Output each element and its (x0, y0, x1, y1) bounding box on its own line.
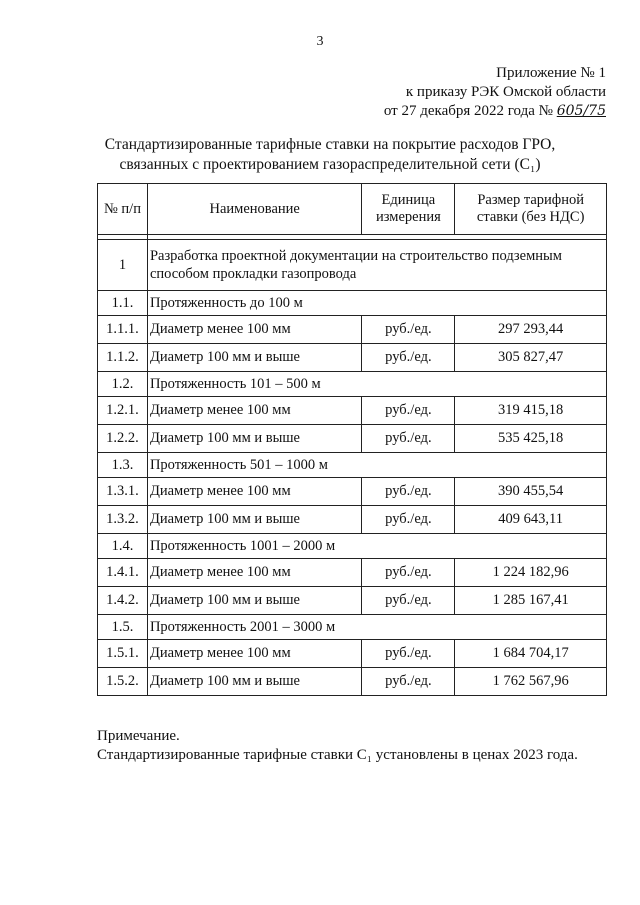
item-rate: 319 415,18 (455, 397, 607, 425)
item-num: 1.3.2. (98, 506, 148, 534)
item-rate: 535 425,18 (455, 425, 607, 453)
group-row (98, 453, 607, 478)
item-rate: 1 285 167,41 (455, 587, 607, 615)
item-rate: 1 224 182,96 (455, 559, 607, 587)
note-block (97, 727, 578, 765)
item-num: 1.1.2. (98, 344, 148, 372)
group-row (98, 291, 607, 316)
item-unit: руб./ед. (362, 397, 455, 425)
table-row (98, 425, 607, 453)
item-name: Диаметр менее 100 мм (147, 478, 362, 506)
note-heading: Примечание. (97, 728, 180, 744)
table-row (98, 316, 607, 344)
table-row (98, 587, 607, 615)
table-row (98, 506, 607, 534)
order-number-handwritten: 605/75 (556, 103, 606, 119)
group-name: Протяженность 501 – 1000 м (147, 453, 606, 478)
tariff-table (97, 183, 607, 696)
table-header-row (98, 184, 607, 235)
item-name: Диаметр 100 мм и выше (147, 425, 362, 453)
note-text: Стандартизированные тарифные ставки С₁ установлены в ценах 2023 года. (97, 747, 578, 763)
item-num: 1.5.2. (98, 668, 148, 696)
item-rate: 1 684 704,17 (455, 640, 607, 668)
item-name: Диаметр менее 100 мм (147, 559, 362, 587)
title-line-1: Стандартизированные тарифные ставки на покрытие расходов ГРО, (104, 136, 556, 153)
item-unit: руб./ед. (362, 559, 455, 587)
table-row (98, 397, 607, 425)
group-num: 1.3. (98, 453, 148, 478)
group-num: 1.4. (98, 534, 148, 559)
title-line-2: связанных с проектированием газораспределительной сети (С₁) (119, 156, 541, 173)
item-num: 1.1.1. (98, 316, 148, 344)
header-unit: Единица измерения (362, 184, 455, 235)
header-num: № п/п (98, 184, 148, 235)
item-num: 1.5.1. (98, 640, 148, 668)
item-unit: руб./ед. (362, 506, 455, 534)
appendix-block (384, 64, 606, 121)
group-name: Протяженность 2001 – 3000 м (147, 615, 606, 640)
document-title (60, 135, 600, 175)
item-unit: руб./ед. (362, 478, 455, 506)
item-unit: руб./ед. (362, 316, 455, 344)
item-rate: 409 643,11 (455, 506, 607, 534)
header-rate: Размер тарифной ставки (без НДС) (455, 184, 607, 235)
group-num: 1.2. (98, 372, 148, 397)
item-num: 1.4.1. (98, 559, 148, 587)
item-num: 1.2.2. (98, 425, 148, 453)
group-name: Протяженность 101 – 500 м (147, 372, 606, 397)
item-unit: руб./ед. (362, 425, 455, 453)
main-row-name: Разработка проектной документации на строительство подземным способом прокладки газопровода (147, 240, 606, 291)
group-name: Протяженность до 100 м (147, 291, 606, 316)
page-number: 3 (316, 34, 324, 49)
item-num: 1.2.1. (98, 397, 148, 425)
group-row (98, 372, 607, 397)
appendix-line-1: Приложение № 1 (496, 65, 606, 81)
table-row (98, 668, 607, 696)
table-row (98, 478, 607, 506)
item-rate: 297 293,44 (455, 316, 607, 344)
group-num: 1.1. (98, 291, 148, 316)
appendix-line-2: к приказу РЭК Омской области (405, 84, 606, 100)
group-name: Протяженность 1001 – 2000 м (147, 534, 606, 559)
item-unit: руб./ед. (362, 640, 455, 668)
item-name: Диаметр 100 мм и выше (147, 506, 362, 534)
appendix-line-3 (384, 102, 606, 121)
item-rate: 390 455,54 (455, 478, 607, 506)
item-name: Диаметр 100 мм и выше (147, 344, 362, 372)
item-rate: 1 762 567,96 (455, 668, 607, 696)
main-row (98, 240, 607, 291)
table-row (98, 559, 607, 587)
item-unit: руб./ед. (362, 587, 455, 615)
main-row-num: 1 (98, 240, 148, 291)
item-unit: руб./ед. (362, 344, 455, 372)
header-name: Наименование (147, 184, 362, 235)
table-row (98, 344, 607, 372)
item-num: 1.3.1. (98, 478, 148, 506)
table-row (98, 640, 607, 668)
item-rate: 305 827,47 (455, 344, 607, 372)
item-name: Диаметр менее 100 мм (147, 316, 362, 344)
group-row (98, 615, 607, 640)
group-row (98, 534, 607, 559)
item-name: Диаметр 100 мм и выше (147, 668, 362, 696)
item-name: Диаметр 100 мм и выше (147, 587, 362, 615)
appendix-date: от 27 декабря 2022 года № (383, 103, 553, 119)
group-num: 1.5. (98, 615, 148, 640)
item-unit: руб./ед. (362, 668, 455, 696)
item-name: Диаметр менее 100 мм (147, 397, 362, 425)
item-name: Диаметр менее 100 мм (147, 640, 362, 668)
item-num: 1.4.2. (98, 587, 148, 615)
